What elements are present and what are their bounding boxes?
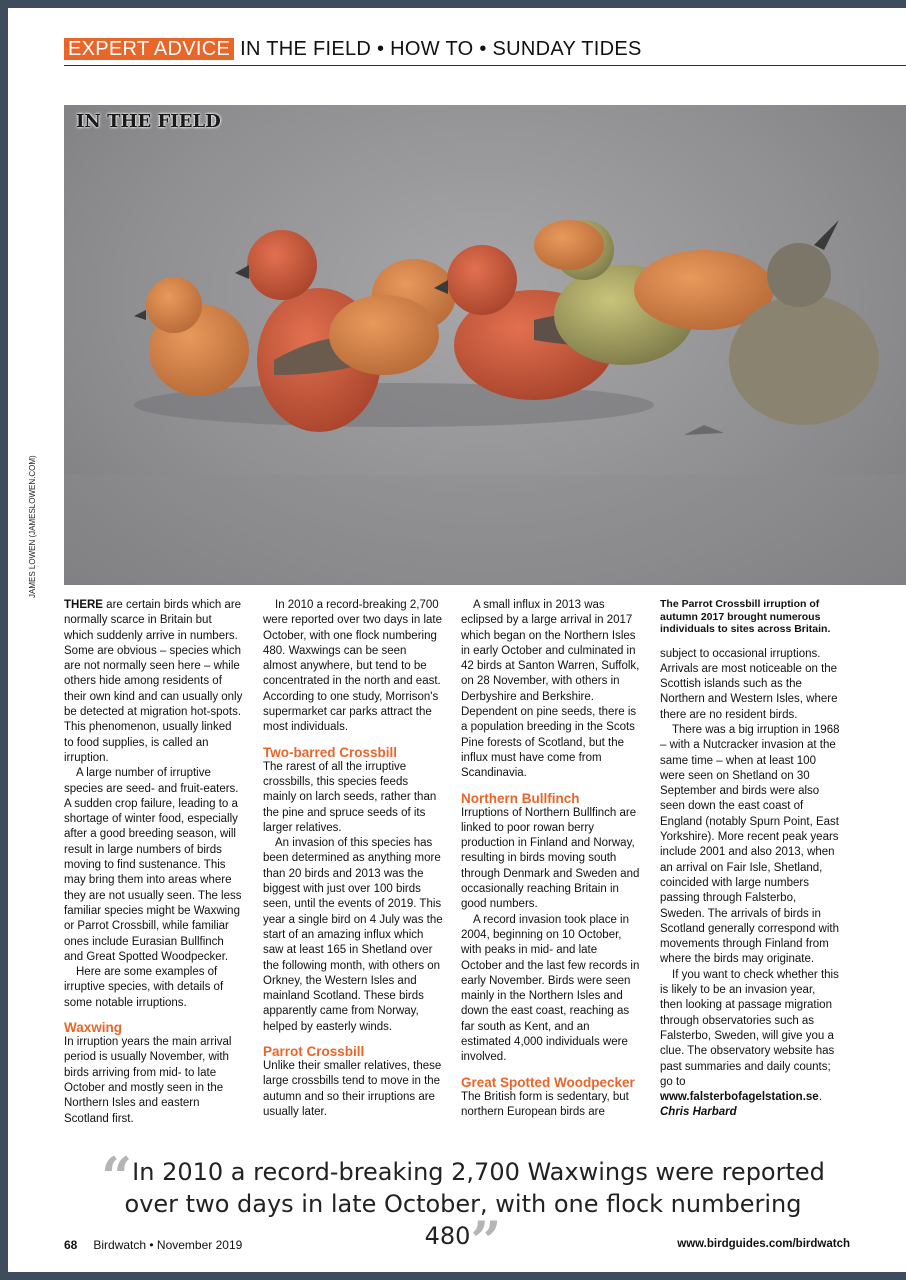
- footer-left: [64, 1238, 242, 1252]
- section-tag: EXPERT ADVICE: [64, 38, 234, 60]
- paragraph: A record invasion took place in 2004, beginning on 10 October, with peaks in mid- and late October and the last few records in early November. Birds were seen mainly in the Northern Isles and down the east coast, reaching as far south as Kent, and an estimated 4,000 individuals were involved.: [461, 913, 640, 1064]
- page-number: 68: [64, 1238, 78, 1252]
- paragraph: [660, 968, 840, 1106]
- punctuation: .: [818, 1091, 822, 1104]
- paragraph: A large number of irruptive species are seed- and fruit-eaters. A sudden crop failure, leading to a shortage of winter food, especially after a good breeding season, will result in large numbers of birds moving to find sustenance. This may bring them into areas where they are not usually seen. The less familiar species might be Waxwing or Parrot Crossbill, while familiar ones include Eurasian Bullfinch and Great Spotted Woodpecker.: [64, 767, 242, 963]
- photo-caption: The Parrot Crossbill irruption of autumn 2017 brought numerous individuals to sites across Britain.: [660, 598, 831, 635]
- birds-illustration: [64, 105, 906, 585]
- column-4: [660, 598, 840, 1121]
- paragraph: In 2010 a record-breaking 2,700 were reported over two days in late October, with one flock numbering 480. Waxwings can be seen almost anywhere, but tend to be concentrated in the north and east. According to one study, Morrison's supermarket car parks attract the most individuals.: [263, 599, 442, 734]
- paragraph: Unlike their smaller relatives, these large crossbills tend to move in the autumn and so their irruptions are usually later.: [263, 1060, 442, 1118]
- section-header: [64, 37, 642, 61]
- paragraph: A small influx in 2013 was eclipsed by a large arrival in 2017 which began on the Northern Isles in early October and culminated in 42 birds at Santon Warren, Suffolk, on 28 November, with others in Derbyshire and Berkshire. Dependent on pine seeds, there is a population breeding in the Scots Pine forests of Scotland, but the influx must have come from Scandinavia.: [461, 599, 640, 780]
- paragraph: The rarest of all the irruptive crossbills, this species feeds mainly on larch seeds, rather than the pine and spruce seeds of its larger relatives.: [263, 760, 437, 834]
- paragraph-text: are certain birds which are normally scarce in Britain but which suddenly arrive in numbers. Some are obvious – species which are not normally seen here – while others hide among residents of their own kind and can usually only be detected at migration hot-spots. This phenomenon, usually linked to food supplies, is called an irruption.: [64, 599, 243, 764]
- photo-label: IN THE FIELD: [76, 111, 221, 132]
- paragraph: In irruption years the main arrival period is usually November, with birds arriving from mid- to late October and mostly seen in the Northern Isles and eastern Scotland first.: [64, 1036, 232, 1125]
- paragraph: The British form is sedentary, but northern European birds are: [461, 1090, 629, 1118]
- subheading-parrot-crossbill: Parrot Crossbill: [263, 1044, 365, 1060]
- section-list: IN THE FIELD • HOW TO • SUNDAY TIDES: [240, 38, 642, 60]
- subheading-waxwing: Waxwing: [64, 1020, 123, 1036]
- column-3: [461, 598, 641, 1120]
- subheading-northern-bullfinch: Northern Bullfinch: [461, 790, 580, 806]
- column-2: [263, 598, 443, 1120]
- author-signature: Chris Harbard: [660, 1106, 737, 1119]
- pull-quote-text: In 2010 a record-breaking 2,700 Waxwings were reported over two days in late October, with one flock numbering 480: [124, 1158, 825, 1250]
- close-quote-icon: ”: [470, 1209, 502, 1272]
- photo-credit: [28, 440, 40, 600]
- magazine-page: [8, 8, 906, 1272]
- paragraph: There was a big irruption in 1968 – with a Nutcracker invasion at the same time – when at least 100 were seen on Shetland on 30 September and birds were also seen down the east coast of England (notably Spurn Point, East Yorkshire). More recent peak years include 2001 and also 2013, when an arrival on Fair Isle, Shetland, coincided with large numbers passing through Falsterbo, Sweden. The arrivals of birds in Scotland generally correspond with movements through Finland from where the birds may originate.: [660, 723, 840, 966]
- subheading-two-barred-crossbill: Two-barred Crossbill: [263, 744, 398, 760]
- crossbill-photo: [64, 105, 906, 585]
- header-rule: [64, 65, 906, 66]
- paragraph: Irruptions of Northern Bullfinch are linked to poor rowan berry production in Finland and Norway, resulting in birds moving south through Denmark and Sweden and occasionally reaching Britain in good numbers.: [461, 806, 640, 911]
- publication-info: Birdwatch • November 2019: [93, 1238, 243, 1252]
- open-quote-icon: “: [101, 1145, 133, 1209]
- paragraph-text: If you want to check whether this is likely to be an invasion year, then looking at passage migration through observatories such as Falsterbo, Sweden, will give you a clue. The observatory website has past summaries and daily counts; go to: [660, 968, 839, 1088]
- photo-credit-text: JAMES LOWEN (JAMESLOWEN.COM): [28, 455, 37, 598]
- paragraph: subject to occasional irruptions. Arrivals are most noticeable on the Scottish islands such as the Northern and Western Isles, where there are no resident birds.: [660, 647, 838, 721]
- footer-url[interactable]: www.birdguides.com/birdwatch: [677, 1238, 850, 1250]
- website-link[interactable]: www.falsterbofagelstation.se: [660, 1091, 819, 1104]
- lead-word: THERE: [64, 599, 103, 611]
- column-1: [64, 598, 244, 1127]
- paragraph: An invasion of this species has been determined as anything more than 20 birds and 2013 was the biggest with just over 100 birds seen, until the events of 2019. This year a single bird on 4 July was the start of an amazing influx which saw at least 165 in Shetland over the following month, with others on Orkney, the Western Isles and mainland Scotland. These birds apparently came from Norway, helped by easterly winds.: [263, 837, 443, 1033]
- paragraph: [64, 598, 244, 766]
- subheading-great-spotted-woodpecker: Great Spotted Woodpecker: [461, 1074, 635, 1090]
- paragraph: Here are some examples of irruptive species, with details of some notable irruptions.: [64, 966, 224, 1009]
